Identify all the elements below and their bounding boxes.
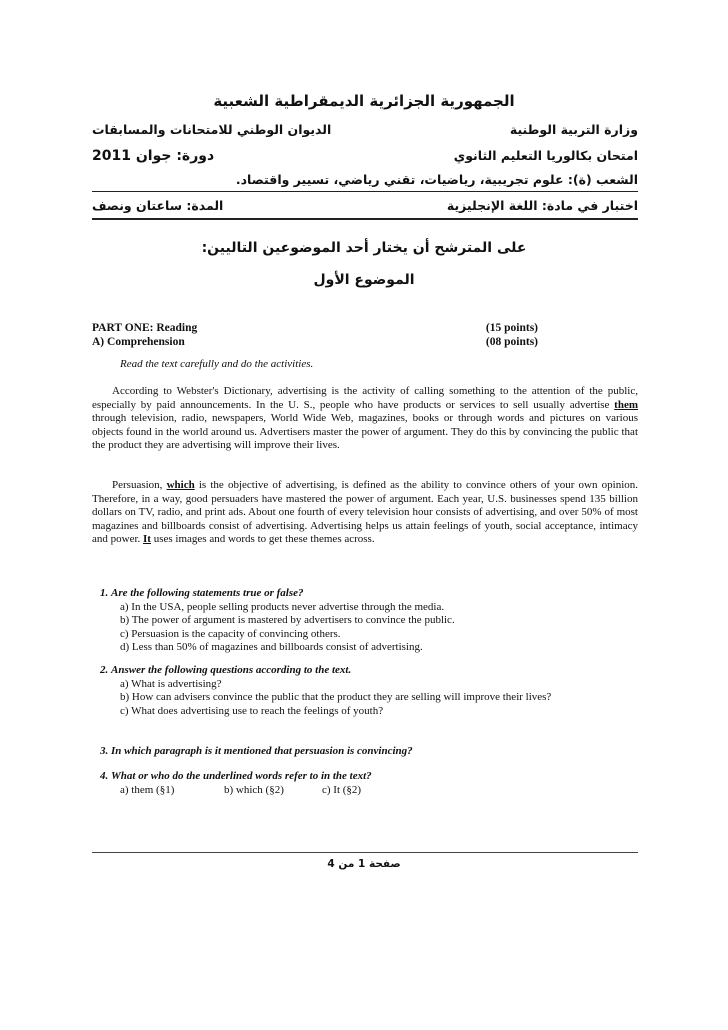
q1-item-b: b) The power of argument is mastered by advertisers to convince the public.: [120, 614, 455, 626]
reading-instruction: Read the text carefully and do the activities.: [120, 358, 314, 370]
streams-label: الشعب (ة): علوم تجريبية، رياضيات، تقني رياضي، تسيير واقتصاد.: [235, 172, 638, 187]
choice-instruction: على المترشح أن يختار أحد الموضوعين التاليين:: [201, 240, 527, 256]
q4-number: 4.: [100, 770, 109, 782]
q3-number: 3.: [100, 745, 109, 757]
question-1: [100, 587, 630, 655]
p1-underlined-them: them: [614, 398, 638, 411]
office-label: الديوان الوطني للامتحانات والمسابقات: [92, 122, 332, 137]
p2-underlined-which: which: [166, 479, 195, 491]
duration-label: المدة: ساعتان ونصف: [92, 198, 224, 213]
paragraph-1: [92, 385, 638, 453]
section-title: A) Comprehension: [92, 336, 185, 348]
q4-ref-a: a) them (§1): [120, 783, 175, 796]
p2-underlined-it: It: [143, 533, 151, 545]
q4-ref-b: b) which (§2): [224, 783, 284, 796]
q1-item-c: c) Persuasion is the capacity of convincing others.: [120, 627, 341, 640]
part-title: PART ONE: Reading: [92, 322, 198, 334]
question-3: [100, 745, 630, 759]
q4-references: [100, 784, 630, 798]
footer-divider: [92, 852, 638, 853]
q1-number: 1.: [100, 587, 109, 599]
q2-item-b: b) How can advisers convince the public that the product they are selling will improve their lives?: [120, 691, 552, 703]
q4-heading: What or who do the underlined words refer to in the text?: [111, 770, 372, 782]
q2-item-c: c) What does advertising use to reach the feelings of youth?: [120, 704, 384, 717]
session-label: دورة: جوان 2011: [92, 148, 215, 164]
p2-text-middle: is the objective of advertising, is defined as the ability to convince others of your own opinion. Therefore, in a way, good persuaders have mastered the power of argument. Each year, U.S. businesses spend 135 billion dollars on TV, radio, and print ads. About one fourth of every television hour consists of advertising, and over 50% of most magazines and billboards consist of advertising. Advertising helps us attain feelings of youth, social acceptance, intimacy and power.: [92, 479, 638, 545]
header-divider-top: [92, 191, 638, 192]
question-4: [100, 770, 630, 797]
p2-text-end: uses images and words to get these themes across.: [150, 533, 375, 545]
q1-item-a: a) In the USA, people selling products never advertise through the media.: [120, 600, 445, 613]
q1-item-d: d) Less than 50% of magazines and billboards consist of advertising.: [120, 641, 423, 653]
section-points: (08 points): [485, 336, 538, 348]
p1-text-start: According to Webster's Dictionary, advertising is the activity of calling something to the attention of the public, especially by paid announcements. In the U. S., people who have products or services to sell usually advertise: [92, 385, 638, 411]
q2-heading: Answer the following questions according to the text.: [111, 664, 352, 676]
exam-label: امتحان بكالوريا التعليم الثانوي: [453, 148, 638, 163]
part-points: (15 points): [485, 322, 538, 334]
paragraph-2: [92, 479, 638, 547]
q2-number: 2.: [100, 664, 109, 676]
question-2: [100, 664, 630, 718]
header-divider-bottom: [92, 218, 638, 220]
p1-text-end: through television, radio, newspapers, World Wide Web, magazines, books or through words and pictures on various objects found in the world around us. Advertisers master the power of argument. They do this by convincing the public that the product they are advertising will improve their lives.: [92, 412, 638, 451]
q2-item-a: a) What is advertising?: [120, 677, 222, 690]
p2-text-start: Persuasion,: [112, 479, 167, 491]
q3-heading: In which paragraph is it mentioned that persuasion is convincing?: [111, 745, 413, 757]
subject-label: اختبار في مادة: اللغة الإنجليزية: [446, 198, 638, 213]
q1-heading: Are the following statements true or false?: [111, 587, 304, 599]
q4-ref-c: c) It (§2): [322, 783, 362, 796]
page-number: صفحة 1 من 4: [327, 858, 401, 870]
topic-title: الموضوع الأول: [313, 272, 415, 288]
ministry-label: وزارة التربية الوطنية: [509, 122, 638, 137]
republic-title: الجمهورية الجزائرية الديمقراطية الشعبية: [213, 92, 515, 110]
